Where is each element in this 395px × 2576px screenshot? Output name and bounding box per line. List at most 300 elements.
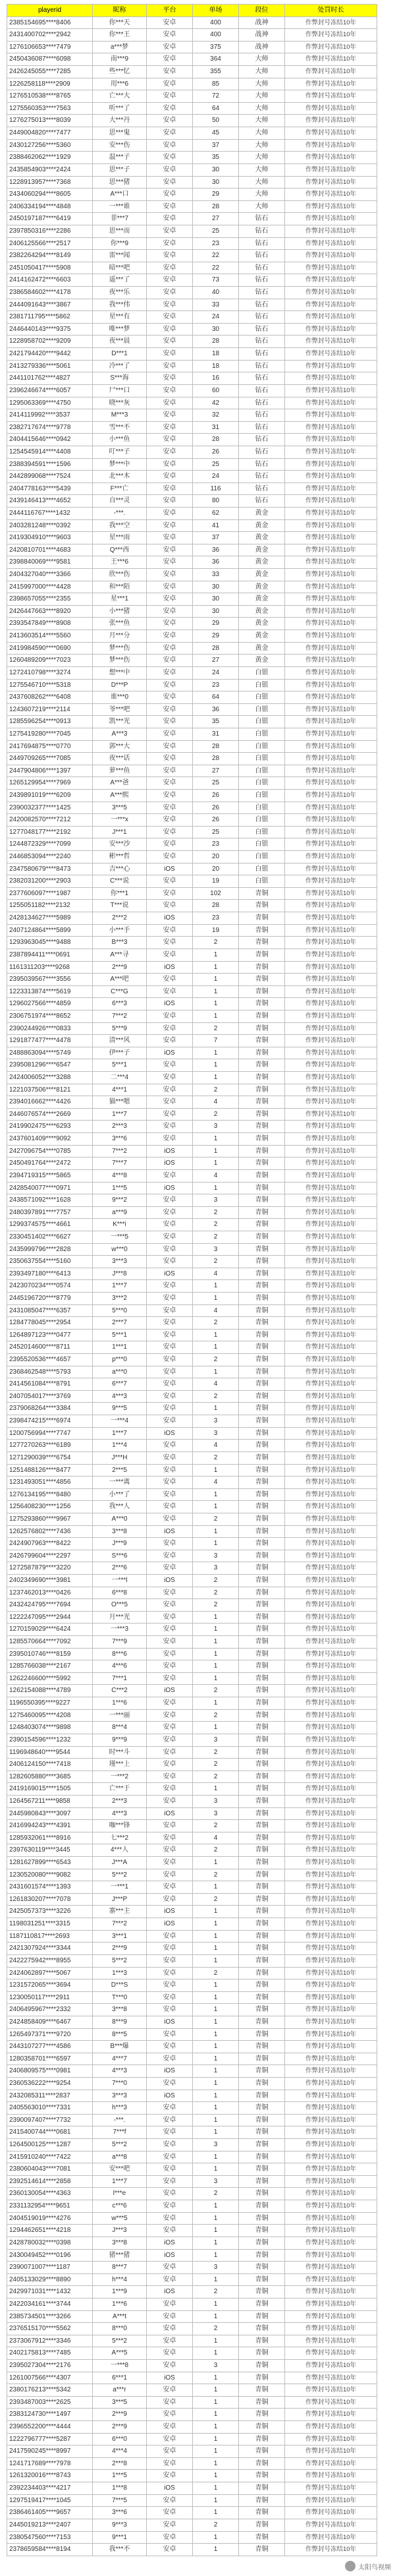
cell-nickname: 5***9	[93, 1022, 147, 1035]
table-row	[7, 446, 377, 458]
cell-playerid: 1276275013****8039	[7, 115, 93, 127]
cell-single-match: 355	[193, 66, 239, 78]
table-row	[7, 532, 377, 544]
cell-rank-tier: 青铜	[239, 1268, 285, 1280]
cell-nickname: 7***2	[93, 1918, 147, 1931]
cell-penalty-duration: 作弊封号冻结10年	[285, 2396, 377, 2409]
cell-single-match: 2	[193, 1317, 239, 1330]
cell-single-match: 25	[193, 826, 239, 838]
cell-nickname: 1***9	[93, 2286, 147, 2298]
table-row	[7, 483, 377, 495]
cell-single-match: 1	[193, 1611, 239, 1624]
cell-nickname: 2***8	[93, 2457, 147, 2470]
table-row	[7, 1035, 377, 1047]
table-row	[7, 642, 377, 655]
cell-nickname: w***0	[93, 1243, 147, 1256]
cell-penalty-duration: 作弊封号冻结10年	[285, 1317, 377, 1330]
cell-nickname: J***H	[93, 1451, 147, 1464]
table-row	[7, 1378, 377, 1391]
cell-platform: 安卓	[147, 1991, 193, 2004]
cell-single-match: 1	[193, 2163, 239, 2176]
cell-nickname: 猪***猪	[93, 2249, 147, 2262]
cell-nickname: 3***6	[93, 1133, 147, 1146]
cell-playerid: 2330451402****6627	[7, 1231, 93, 1243]
cell-single-match: 18	[193, 360, 239, 372]
cell-penalty-duration: 作弊封号冻结10年	[285, 213, 377, 225]
cell-platform: 安卓	[147, 2028, 193, 2041]
cell-platform: 安卓	[147, 1759, 193, 1771]
cell-single-match: 4	[193, 1477, 239, 1489]
cell-rank-tier: 青铜	[239, 1292, 285, 1304]
cell-platform: 安卓	[147, 102, 193, 115]
cell-rank-tier: 青铜	[239, 1451, 285, 1464]
cell-nickname: 一***离	[93, 1477, 147, 1489]
cell-playerid: 2443107277****4586	[7, 2041, 93, 2053]
cell-playerid: 2431601574****1393	[7, 1881, 93, 1894]
cell-single-match: 27	[193, 213, 239, 225]
table-row	[7, 2016, 377, 2028]
table-row	[7, 1084, 377, 1096]
cell-single-match: 30	[193, 176, 239, 189]
cell-single-match: 64	[193, 691, 239, 704]
cell-playerid: 2380176213****5342	[7, 2384, 93, 2397]
table-row	[7, 1169, 377, 1182]
table-row	[7, 1501, 377, 1513]
cell-playerid: 2395520536****4657	[7, 1354, 93, 1366]
table-row	[7, 703, 377, 716]
cell-rank-tier: 青铜	[239, 2457, 285, 2470]
cell-platform: 安卓	[147, 2433, 193, 2445]
cell-rank-tier: 大师	[239, 115, 285, 127]
cell-nickname: 凯***光	[93, 716, 147, 728]
cell-rank-tier: 青铜	[239, 2507, 285, 2519]
cell-platform: 安卓	[147, 679, 193, 691]
cell-penalty-duration: 作弊封号冻结10年	[285, 1292, 377, 1304]
cell-playerid: 2425057373****3226	[7, 1906, 93, 1918]
cell-penalty-duration: 作弊封号冻结10年	[285, 605, 377, 618]
cell-nickname: 5***1	[93, 1059, 147, 1072]
cell-penalty-duration: 作弊封号冻结10年	[285, 1256, 377, 1268]
cell-penalty-duration: 作弊封号冻结10年	[285, 102, 377, 115]
cell-rank-tier: 青铜	[239, 2163, 285, 2176]
cell-single-match: 2	[193, 1599, 239, 1612]
cell-single-match: 50	[193, 115, 239, 127]
cell-playerid: 2404519019****4276	[7, 2212, 93, 2225]
cell-single-match: 4	[193, 1378, 239, 1391]
cell-single-match: 28	[193, 753, 239, 765]
cell-rank-tier: 青铜	[239, 1759, 285, 1771]
cell-playerid: 2446076574****2669	[7, 1108, 93, 1121]
cell-playerid: 2380604043****7081	[7, 2163, 93, 2176]
table-row	[7, 163, 377, 176]
cell-nickname: 一***2	[93, 1771, 147, 1783]
cell-single-match: 1	[193, 2445, 239, 2458]
cell-nickname: A***5	[93, 2347, 147, 2360]
cell-playerid: 2415997000****4428	[7, 581, 93, 593]
cell-single-match: 1	[193, 2102, 239, 2115]
cell-platform: 安卓	[147, 1599, 193, 1612]
cell-single-match: 20	[193, 851, 239, 864]
cell-rank-tier: 大师	[239, 53, 285, 66]
cell-platform: iOS	[147, 2249, 193, 2262]
cell-rank-tier: 钻石	[239, 495, 285, 508]
cell-playerid: 2420810701****4683	[7, 544, 93, 556]
cell-playerid: 1222796777****5287	[7, 2433, 93, 2445]
table-row	[7, 1660, 377, 1673]
table-row	[7, 409, 377, 422]
cell-platform: 安卓	[147, 2225, 193, 2237]
cell-rank-tier: 青铜	[239, 2384, 285, 2397]
cell-playerid: 2435999796****2828	[7, 1243, 93, 1256]
cell-rank-tier: 白银	[239, 863, 285, 875]
cell-rank-tier: 青铜	[239, 2053, 285, 2065]
cell-playerid: 1285570664****7092	[7, 1636, 93, 1649]
cell-platform: 安卓	[147, 225, 193, 237]
cell-penalty-duration: 作弊封号冻结10年	[285, 287, 377, 299]
cell-penalty-duration: 作弊封号冻结10年	[285, 1219, 377, 1231]
cell-single-match: 1	[193, 2310, 239, 2323]
cell-platform: 安卓	[147, 495, 193, 508]
cell-platform: 安卓	[147, 507, 193, 519]
cell-single-match: 1	[193, 1979, 239, 1992]
cell-single-match: 28	[193, 336, 239, 348]
cell-platform: 安卓	[147, 655, 193, 667]
cell-penalty-duration: 作弊封号冻结10年	[285, 1231, 377, 1243]
cell-single-match: 35	[193, 716, 239, 728]
cell-single-match: 31	[193, 728, 239, 740]
cell-platform: iOS	[147, 1182, 193, 1194]
cell-nickname: 3***6	[93, 2507, 147, 2519]
cell-playerid: 2431085047****6357	[7, 1304, 93, 1317]
table-row	[7, 666, 377, 679]
cell-penalty-duration: 作弊封号冻结10年	[285, 569, 377, 581]
cell-platform: 安卓	[147, 740, 193, 753]
cell-penalty-duration: 作弊封号冻结10年	[285, 152, 377, 164]
cell-single-match: 1	[193, 1857, 239, 1869]
cell-single-match: 1	[193, 1059, 239, 1072]
cell-platform: 安卓	[147, 1746, 193, 1759]
cell-penalty-duration: 作弊封号冻结10年	[285, 1575, 377, 1587]
cell-penalty-duration: 作弊封号冻结10年	[285, 225, 377, 237]
cell-single-match: 36	[193, 703, 239, 716]
cell-penalty-duration: 作弊封号冻结10年	[285, 2470, 377, 2482]
cell-playerid: 1264567211****9858	[7, 1795, 93, 1807]
cell-platform: 安卓	[147, 384, 193, 397]
cell-nickname: J***1	[93, 826, 147, 838]
cell-rank-tier: 钻石	[239, 458, 285, 471]
cell-platform: 安卓	[147, 1096, 193, 1109]
table-row	[7, 998, 377, 1010]
cell-single-match: 2	[193, 1231, 239, 1243]
table-row	[7, 262, 377, 274]
cell-platform: 安卓	[147, 213, 193, 225]
cell-penalty-duration: 作弊封号冻结10年	[285, 887, 377, 900]
cell-nickname: 3***1	[93, 1930, 147, 1943]
cell-single-match: 1	[193, 2384, 239, 2397]
cell-nickname: 星***有	[93, 311, 147, 324]
cell-playerid: 1261320016****8743	[7, 2470, 93, 2482]
cell-platform: 安卓	[147, 66, 193, 78]
cell-single-match: 37	[193, 532, 239, 544]
cell-playerid: 1291877477****4478	[7, 1035, 93, 1047]
cell-rank-tier: 青铜	[239, 1575, 285, 1587]
cell-rank-tier: 青铜	[239, 2139, 285, 2152]
cell-nickname: 8***7	[93, 2262, 147, 2274]
cell-platform: 安卓	[147, 1513, 193, 1525]
cell-platform: 安卓	[147, 1943, 193, 1955]
cell-platform: 安卓	[147, 397, 193, 409]
cell-rank-tier: 青铜	[239, 974, 285, 986]
cell-rank-tier: 钻石	[239, 250, 285, 262]
cell-rank-tier: 白银	[239, 679, 285, 691]
cell-penalty-duration: 作弊封号冻结10年	[285, 1145, 377, 1157]
cell-penalty-duration: 作弊封号冻结10年	[285, 1488, 377, 1501]
cell-nickname: A***爸	[93, 777, 147, 790]
cell-rank-tier: 青铜	[239, 2262, 285, 2274]
cell-single-match: 1	[193, 1366, 239, 1378]
cell-penalty-duration: 作弊封号冻结10年	[285, 2360, 377, 2372]
cell-platform: iOS	[147, 1918, 193, 1931]
cell-platform: 安卓	[147, 323, 193, 336]
cell-platform: 安卓	[147, 1477, 193, 1489]
cell-penalty-duration: 作弊封号冻结10年	[285, 1562, 377, 1575]
cell-playerid: 2368462548****5793	[7, 1366, 93, 1378]
cell-rank-tier: 青铜	[239, 2212, 285, 2225]
table-row	[7, 2531, 377, 2544]
cell-rank-tier: 青铜	[239, 2016, 285, 2028]
cell-playerid: 2407124864****5899	[7, 924, 93, 937]
cell-nickname: 一***4	[93, 1415, 147, 1428]
cell-platform: 安卓	[147, 642, 193, 655]
cell-single-match: 28	[193, 200, 239, 213]
cell-platform: 安卓	[147, 569, 193, 581]
cell-nickname: 3***2	[93, 1292, 147, 1304]
cell-platform: 安卓	[147, 237, 193, 250]
cell-penalty-duration: 作弊封号冻结10年	[285, 2065, 377, 2078]
cell-platform: 安卓	[147, 1783, 193, 1796]
cell-nickname: 一***谁	[93, 200, 147, 213]
table-row	[7, 66, 377, 78]
cell-nickname: 小***猪	[93, 605, 147, 618]
cell-platform: 安卓	[147, 1366, 193, 1378]
cell-platform: 安卓	[147, 1979, 193, 1992]
cell-single-match: 4	[193, 1304, 239, 1317]
cell-platform: 安卓	[147, 2335, 193, 2347]
cell-nickname: 清***风	[93, 1035, 147, 1047]
cell-rank-tier: 青铜	[239, 1354, 285, 1366]
cell-platform: 安卓	[147, 1550, 193, 1562]
cell-playerid: 2390154596****1232	[7, 1734, 93, 1746]
cell-platform: iOS	[147, 1157, 193, 1170]
table-row	[7, 2151, 377, 2163]
cell-platform: 安卓	[147, 1108, 193, 1121]
table-row	[7, 863, 377, 875]
cell-playerid: 2427096754****0785	[7, 1145, 93, 1157]
cell-nickname: 听***了	[93, 102, 147, 115]
cell-playerid: 1285766038****2167	[7, 1660, 93, 1673]
cell-single-match: 1	[193, 1501, 239, 1513]
cell-platform: 安卓	[147, 1857, 193, 1869]
table-row	[7, 237, 377, 250]
cell-single-match: 23	[193, 838, 239, 851]
cell-playerid: 1226258118****2909	[7, 78, 93, 90]
table-row	[7, 679, 377, 691]
cell-playerid: 2419169015****1505	[7, 1783, 93, 1796]
cell-platform: 安卓	[147, 311, 193, 324]
cell-nickname: 遥***了	[93, 274, 147, 287]
table-row	[7, 384, 377, 397]
table-row	[7, 90, 377, 103]
cell-rank-tier: 黄金	[239, 556, 285, 569]
cell-platform: iOS	[147, 998, 193, 1010]
cell-nickname: w***5	[93, 2212, 147, 2225]
table-row	[7, 2335, 377, 2347]
cell-playerid: 2396552200****4444	[7, 2421, 93, 2434]
table-row	[7, 1096, 377, 1109]
cell-nickname: 吉***心	[93, 863, 147, 875]
cell-platform: 安卓	[147, 1035, 193, 1047]
cell-rank-tier: 钻石	[239, 397, 285, 409]
cell-penalty-duration: 作弊封号冻结10年	[285, 1464, 377, 1477]
cell-penalty-duration: 作弊封号冻结10年	[285, 1525, 377, 1538]
cell-nickname: 你***1	[93, 887, 147, 900]
cell-platform: 安卓	[147, 1501, 193, 1513]
cell-rank-tier: 青铜	[239, 1304, 285, 1317]
cell-nickname: A***3	[93, 728, 147, 740]
cell-nickname: 小***了	[93, 1488, 147, 1501]
cell-platform: 安卓	[147, 1354, 193, 1366]
cell-nickname: 2***9	[93, 961, 147, 974]
cell-playerid: 2382031200****2903	[7, 875, 93, 888]
cell-rank-tier: 钻石	[239, 471, 285, 483]
cell-penalty-duration: 作弊封号冻结10年	[285, 716, 377, 728]
cell-nickname: 二***4	[93, 1072, 147, 1084]
cell-platform: 安卓	[147, 1121, 193, 1133]
cell-platform: 安卓	[147, 421, 193, 434]
table-row	[7, 2445, 377, 2458]
cell-nickname: 你***王	[93, 29, 147, 42]
table-row	[7, 1893, 377, 1906]
cell-rank-tier: 青铜	[239, 1991, 285, 2004]
cell-nickname: 梦***伤	[93, 655, 147, 667]
table-row	[7, 618, 377, 630]
cell-rank-tier: 白银	[239, 814, 285, 827]
cell-rank-tier: 青铜	[239, 1746, 285, 1759]
cell-nickname: 4***3	[93, 1807, 147, 1820]
cell-single-match: 2	[193, 1746, 239, 1759]
cell-rank-tier: 青铜	[239, 2151, 285, 2163]
cell-penalty-duration: 作弊封号冻结10年	[285, 1587, 377, 1599]
table-row	[7, 1022, 377, 1035]
cell-platform: iOS	[147, 2286, 193, 2298]
cell-penalty-duration: 作弊封号冻结10年	[285, 1096, 377, 1109]
cell-nickname: 安***伤	[93, 139, 147, 152]
cell-penalty-duration: 作弊封号冻结10年	[285, 1807, 377, 1820]
cell-platform: 安卓	[147, 1611, 193, 1624]
cell-platform: 安卓	[147, 2396, 193, 2409]
cell-penalty-duration: 作弊封号冻结10年	[285, 1672, 377, 1685]
cell-single-match: 2	[193, 1451, 239, 1464]
cell-penalty-duration: 作弊封号冻结10年	[285, 1930, 377, 1943]
cell-penalty-duration: 作弊封号冻结10年	[285, 2028, 377, 2041]
cell-nickname: 3***5	[93, 2396, 147, 2409]
cell-platform: iOS	[147, 2090, 193, 2102]
cell-rank-tier: 青铜	[239, 2065, 285, 2078]
cell-rank-tier: 青铜	[239, 2188, 285, 2200]
table-row	[7, 2457, 377, 2470]
table-row	[7, 323, 377, 336]
cell-single-match: 1	[193, 2053, 239, 2065]
cell-nickname: A***吧	[93, 974, 147, 986]
cell-rank-tier: 钻石	[239, 213, 285, 225]
cell-single-match: 29	[193, 618, 239, 630]
table-row	[7, 1709, 377, 1722]
table-row	[7, 691, 377, 704]
cell-single-match: 1	[193, 1292, 239, 1304]
cell-penalty-duration: 作弊封号冻结10年	[285, 421, 377, 434]
cell-penalty-duration: 作弊封号冻结10年	[285, 2445, 377, 2458]
cell-nickname: 我***人	[93, 1501, 147, 1513]
cell-penalty-duration: 作弊封号冻结10年	[285, 1501, 377, 1513]
cell-rank-tier: 青铜	[239, 1488, 285, 1501]
cell-penalty-duration: 作弊封号冻结10年	[285, 642, 377, 655]
cell-nickname: 4***8	[93, 1169, 147, 1182]
table-row	[7, 1991, 377, 2004]
cell-playerid: 2421307924****3344	[7, 1943, 93, 1955]
cell-penalty-duration: 作弊封号冻结10年	[285, 2200, 377, 2213]
cell-rank-tier: 青铜	[239, 1697, 285, 1710]
cell-rank-tier: 青铜	[239, 2494, 285, 2507]
table-row	[7, 1832, 377, 1844]
cell-playerid: 2382264294****8149	[7, 250, 93, 262]
cell-rank-tier: 青铜	[239, 1256, 285, 1268]
cell-playerid: 1223313874****5619	[7, 985, 93, 998]
table-row	[7, 2409, 377, 2421]
cell-single-match: 26	[193, 802, 239, 814]
cell-platform: 安卓	[147, 16, 193, 29]
cell-penalty-duration: 作弊封号冻结10年	[285, 372, 377, 385]
cell-penalty-duration: 作弊封号冻结10年	[285, 1844, 377, 1857]
cell-nickname: 时***斗	[93, 1746, 147, 1759]
cell-rank-tier: 青铜	[239, 1611, 285, 1624]
cell-nickname: 8***9	[93, 2016, 147, 2028]
cell-rank-tier: 青铜	[239, 1341, 285, 1354]
cell-single-match: 1	[193, 1403, 239, 1415]
cell-penalty-duration: 作弊封号冻结10年	[285, 740, 377, 753]
table-row	[7, 1280, 377, 1293]
cell-penalty-duration: 作弊封号冻结10年	[285, 1795, 377, 1807]
cell-rank-tier: 青铜	[239, 1477, 285, 1489]
cell-playerid: 1237462013****0426	[7, 1587, 93, 1599]
cell-penalty-duration: 作弊封号冻结10年	[285, 974, 377, 986]
cell-playerid: 1295063369****4750	[7, 397, 93, 409]
header-single-match: 单场	[193, 5, 239, 17]
cell-rank-tier: 青铜	[239, 1059, 285, 1072]
cell-platform: 安卓	[147, 1206, 193, 1219]
cell-nickname: 月***光	[93, 1611, 147, 1624]
cell-platform: 安卓	[147, 250, 193, 262]
table-row	[7, 29, 377, 42]
table-row	[7, 2041, 377, 2053]
cell-single-match: 1	[193, 2077, 239, 2090]
watermark	[345, 2559, 391, 2573]
cell-nickname: l***e	[93, 2188, 147, 2200]
cell-nickname: 5***2	[93, 2335, 147, 2347]
cell-platform: 安卓	[147, 41, 193, 53]
cell-single-match: 1	[193, 985, 239, 998]
table-row	[7, 802, 377, 814]
cell-penalty-duration: 作弊封号冻结10年	[285, 1685, 377, 1697]
